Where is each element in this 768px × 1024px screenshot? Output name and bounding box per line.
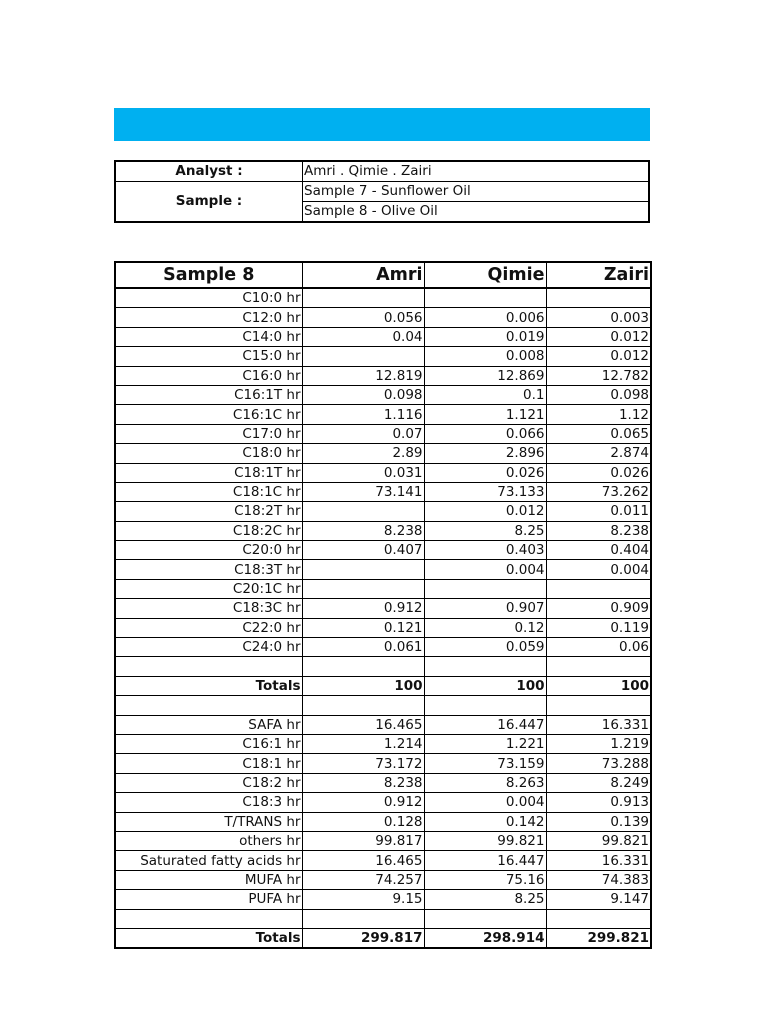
amri-value: 74.257 (302, 870, 424, 889)
qimie-value: 12.869 (424, 366, 546, 385)
zairi-value: 9.147 (546, 890, 651, 909)
amri-value: 100 (302, 676, 424, 695)
row-name: C10:0 hr (115, 288, 302, 308)
info-table (114, 160, 650, 223)
header-qimie: Qimie (424, 262, 546, 288)
qimie-value: 0.019 (424, 327, 546, 346)
qimie-value: 0.403 (424, 541, 546, 560)
table-row (115, 734, 651, 753)
table-row (115, 870, 651, 889)
qimie-value: 8.25 (424, 890, 546, 909)
zairi-value: 0.909 (546, 599, 651, 618)
qimie-value: 0.026 (424, 463, 546, 482)
table-row (115, 812, 651, 831)
row-name: C18:3C hr (115, 599, 302, 618)
amri-value: 0.04 (302, 327, 424, 346)
header-sample: Sample 8 (115, 262, 302, 288)
amri-value (302, 502, 424, 521)
zairi-value: 0.004 (546, 560, 651, 579)
table-row (115, 696, 651, 715)
table-row (115, 502, 651, 521)
row-name: C14:0 hr (115, 327, 302, 346)
table-row (115, 754, 651, 773)
table-row (115, 909, 651, 928)
row-name: C16:0 hr (115, 366, 302, 385)
row-name: C22:0 hr (115, 618, 302, 637)
amri-value: 8.238 (302, 521, 424, 540)
zairi-value (546, 657, 651, 676)
qimie-value: 2.896 (424, 444, 546, 463)
amri-value: 0.061 (302, 638, 424, 657)
row-name: C18:1T hr (115, 463, 302, 482)
qimie-value: 73.133 (424, 482, 546, 501)
table-row (115, 327, 651, 346)
amri-value (302, 579, 424, 598)
zairi-value: 0.404 (546, 541, 651, 560)
qimie-value: 298.914 (424, 928, 546, 948)
qimie-value: 73.159 (424, 754, 546, 773)
amri-value: 0.128 (302, 812, 424, 831)
row-name: SAFA hr (115, 715, 302, 734)
qimie-value: 1.121 (424, 405, 546, 424)
table-row (115, 676, 651, 695)
title-banner (114, 108, 650, 141)
zairi-value (546, 909, 651, 928)
zairi-value: 299.821 (546, 928, 651, 948)
amri-value (302, 657, 424, 676)
amri-value: 0.407 (302, 541, 424, 560)
zairi-value: 2.874 (546, 444, 651, 463)
header-zairi: Zairi (546, 262, 651, 288)
zairi-value: 12.782 (546, 366, 651, 385)
table-row (115, 599, 651, 618)
qimie-value (424, 579, 546, 598)
table-row (115, 366, 651, 385)
qimie-value (424, 909, 546, 928)
row-name (115, 909, 302, 928)
row-name: PUFA hr (115, 890, 302, 909)
amri-value: 0.031 (302, 463, 424, 482)
amri-value: 99.817 (302, 831, 424, 850)
row-name: C18:2 hr (115, 773, 302, 792)
qimie-value: 0.907 (424, 599, 546, 618)
zairi-value: 0.012 (546, 347, 651, 366)
zairi-value: 100 (546, 676, 651, 695)
amri-value: 73.172 (302, 754, 424, 773)
qimie-value (424, 696, 546, 715)
table-row (115, 405, 651, 424)
analyst-label: Analyst : (115, 161, 303, 182)
amri-value: 2.89 (302, 444, 424, 463)
row-name: Totals (115, 676, 302, 695)
table-row (115, 773, 651, 792)
row-name: Saturated fatty acids hr (115, 851, 302, 870)
zairi-value (546, 579, 651, 598)
row-name: C24:0 hr (115, 638, 302, 657)
row-name: C18:0 hr (115, 444, 302, 463)
zairi-value: 0.026 (546, 463, 651, 482)
header-amri: Amri (302, 262, 424, 288)
table-row (115, 288, 651, 308)
sample-value-2: Sample 8 - Olive Oil (303, 202, 650, 223)
amri-value: 73.141 (302, 482, 424, 501)
row-name: C20:1C hr (115, 579, 302, 598)
zairi-value: 0.119 (546, 618, 651, 637)
fatty-acid-table (114, 261, 652, 949)
zairi-value: 74.383 (546, 870, 651, 889)
zairi-value (546, 288, 651, 308)
amri-value (302, 560, 424, 579)
table-row (115, 831, 651, 850)
amri-value: 0.056 (302, 308, 424, 327)
zairi-value: 16.331 (546, 715, 651, 734)
table-row (115, 638, 651, 657)
qimie-value: 0.004 (424, 793, 546, 812)
sample-value-1: Sample 7 - Sunflower Oil (303, 182, 650, 202)
sample-label: Sample : (115, 182, 303, 223)
table-row (115, 444, 651, 463)
qimie-value: 0.066 (424, 424, 546, 443)
table-row (115, 521, 651, 540)
qimie-value: 0.012 (424, 502, 546, 521)
table-row (115, 793, 651, 812)
row-name: others hr (115, 831, 302, 850)
row-name: C16:1 hr (115, 734, 302, 753)
amri-value: 1.116 (302, 405, 424, 424)
row-name: C17:0 hr (115, 424, 302, 443)
amri-value (302, 909, 424, 928)
table-row (115, 463, 651, 482)
row-name (115, 657, 302, 676)
row-name: MUFA hr (115, 870, 302, 889)
row-name: C15:0 hr (115, 347, 302, 366)
zairi-value: 8.238 (546, 521, 651, 540)
row-name (115, 696, 302, 715)
qimie-value: 0.008 (424, 347, 546, 366)
qimie-value: 0.004 (424, 560, 546, 579)
table-row (115, 579, 651, 598)
qimie-value: 0.12 (424, 618, 546, 637)
zairi-value: 0.913 (546, 793, 651, 812)
table-row (115, 890, 651, 909)
table-row (115, 657, 651, 676)
amri-value: 0.912 (302, 599, 424, 618)
header-row (115, 262, 651, 288)
qimie-value: 8.25 (424, 521, 546, 540)
zairi-value: 0.06 (546, 638, 651, 657)
qimie-value (424, 288, 546, 308)
zairi-value: 1.12 (546, 405, 651, 424)
row-name: T/TRANS hr (115, 812, 302, 831)
row-name: C12:0 hr (115, 308, 302, 327)
amri-value: 9.15 (302, 890, 424, 909)
qimie-value (424, 657, 546, 676)
qimie-value: 1.221 (424, 734, 546, 753)
row-name: C16:1T hr (115, 385, 302, 404)
amri-value: 12.819 (302, 366, 424, 385)
amri-value: 0.07 (302, 424, 424, 443)
qimie-value: 0.006 (424, 308, 546, 327)
amri-value (302, 288, 424, 308)
qimie-value: 0.1 (424, 385, 546, 404)
amri-value: 0.098 (302, 385, 424, 404)
row-name: C18:2T hr (115, 502, 302, 521)
qimie-value: 99.821 (424, 831, 546, 850)
amri-value (302, 696, 424, 715)
table-row (115, 560, 651, 579)
table-row (115, 308, 651, 327)
table-row (115, 851, 651, 870)
analyst-value: Amri . Qimie . Zairi (303, 161, 650, 182)
table-row (115, 541, 651, 560)
qimie-value: 0.142 (424, 812, 546, 831)
amri-value: 8.238 (302, 773, 424, 792)
table-row (115, 424, 651, 443)
zairi-value: 0.098 (546, 385, 651, 404)
table-row (115, 928, 651, 948)
zairi-value: 0.003 (546, 308, 651, 327)
zairi-value: 73.288 (546, 754, 651, 773)
zairi-value: 0.065 (546, 424, 651, 443)
amri-value: 0.912 (302, 793, 424, 812)
qimie-value: 75.16 (424, 870, 546, 889)
qimie-value: 100 (424, 676, 546, 695)
qimie-value: 16.447 (424, 851, 546, 870)
qimie-value: 8.263 (424, 773, 546, 792)
amri-value: 0.121 (302, 618, 424, 637)
row-name: C16:1C hr (115, 405, 302, 424)
zairi-value: 16.331 (546, 851, 651, 870)
row-name: C18:2C hr (115, 521, 302, 540)
zairi-value: 0.012 (546, 327, 651, 346)
amri-value: 16.465 (302, 715, 424, 734)
table-row (115, 385, 651, 404)
zairi-value: 0.139 (546, 812, 651, 831)
zairi-value: 1.219 (546, 734, 651, 753)
row-name: C18:1 hr (115, 754, 302, 773)
amri-value (302, 347, 424, 366)
amri-value: 16.465 (302, 851, 424, 870)
row-name: Totals (115, 928, 302, 948)
amri-value: 1.214 (302, 734, 424, 753)
table-row (115, 482, 651, 501)
table-row (115, 347, 651, 366)
zairi-value: 99.821 (546, 831, 651, 850)
table-row (115, 618, 651, 637)
row-name: C18:1C hr (115, 482, 302, 501)
row-name: C18:3 hr (115, 793, 302, 812)
qimie-value: 16.447 (424, 715, 546, 734)
row-name: C20:0 hr (115, 541, 302, 560)
table-row (115, 715, 651, 734)
zairi-value (546, 696, 651, 715)
row-name: C18:3T hr (115, 560, 302, 579)
qimie-value: 0.059 (424, 638, 546, 657)
zairi-value: 73.262 (546, 482, 651, 501)
zairi-value: 0.011 (546, 502, 651, 521)
zairi-value: 8.249 (546, 773, 651, 792)
amri-value: 299.817 (302, 928, 424, 948)
